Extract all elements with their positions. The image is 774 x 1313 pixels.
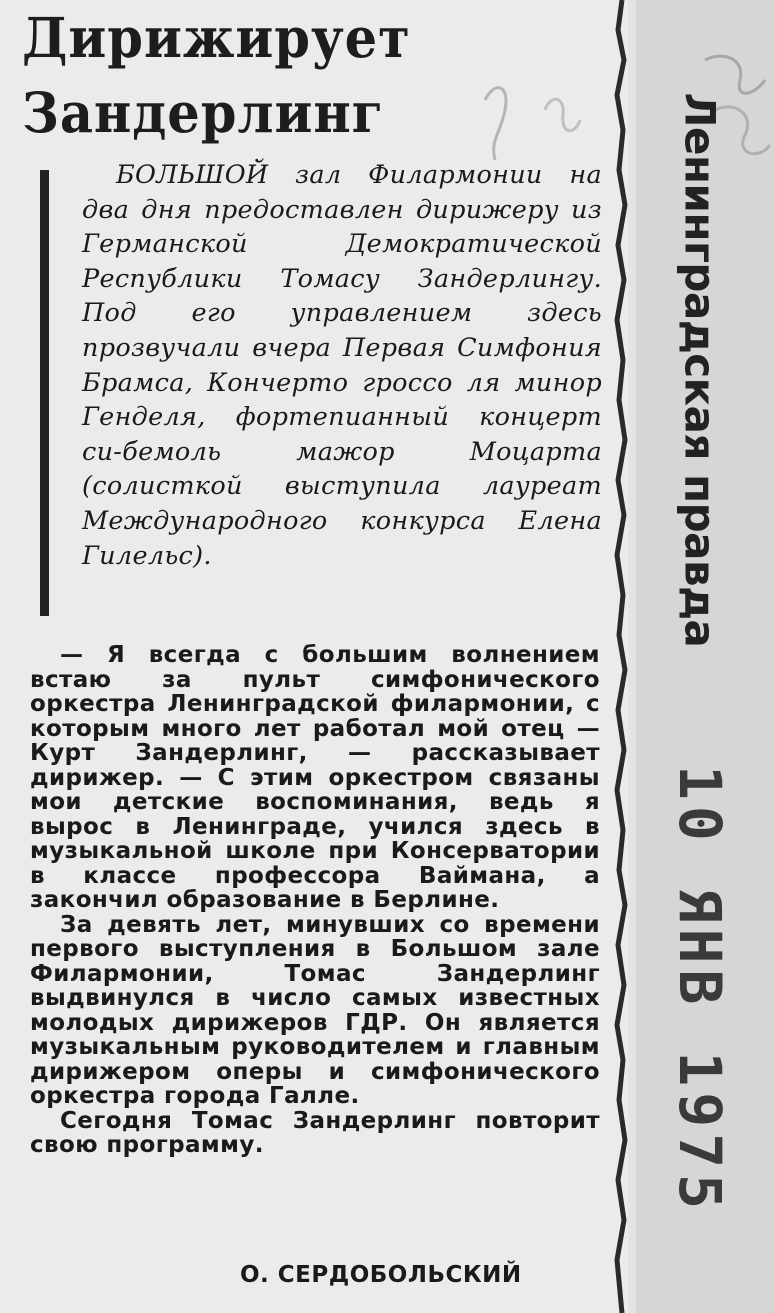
date-stamp-text: 10 ЯНВ 1975	[666, 764, 734, 1216]
newspaper-title-text: Ленинградская правда	[675, 92, 725, 648]
lead-rule	[40, 170, 49, 616]
article-body	[30, 643, 600, 1158]
headline-line-1: Дирижирует	[22, 5, 411, 70]
date-stamp	[640, 764, 760, 1216]
headline-line-2: Зандерлинг	[22, 80, 384, 145]
article-paragraph: За девять лет, минувших со времени первого выступления в Большом зале Филармонии, Томас Зандерлинг выдвинулся в число самых известных молодых дирижеров ГДР. Он является музыкальным руководителем и главным дирижером оперы и симфонического оркестра города Галле.	[30, 911, 600, 1109]
article-paragraph: Сегодня Томас Зандерлинг повторит свою программу.	[30, 1107, 600, 1158]
author-signature: О. СЕРДОБОЛЬСКИЙ	[240, 1262, 522, 1288]
lead-paragraph: БОЛЬШОЙ зал Филармонии на два дня предоставлен дирижеру из Германской Демократической Республики Томасу Зандерлингу. Под его управлением здесь прозвучали вчера Первая Симфония Брамса, Кончерто гроссо ля минор Генделя, фортепианный концерт си-бемоль мажор Моцарта (солисткой выступила лауреат Международного конкурса Елена Гилельс).	[82, 160, 602, 571]
article-paragraph: — Я всегда с большим волнением встаю за пульт симфонического оркестра Ленинградской филармонии, с которым много лет работал мой отец — Курт Зандерлинг, — рассказывает дирижер. — С этим оркестром связаны мои детские воспоминания, ведь я вырос в Ленинграде, учился здесь в музыкальной школе при Консерватории в классе профессора Ваймана, а закончил образование в Берлине.	[30, 642, 600, 913]
newspaper-title	[640, 80, 760, 660]
